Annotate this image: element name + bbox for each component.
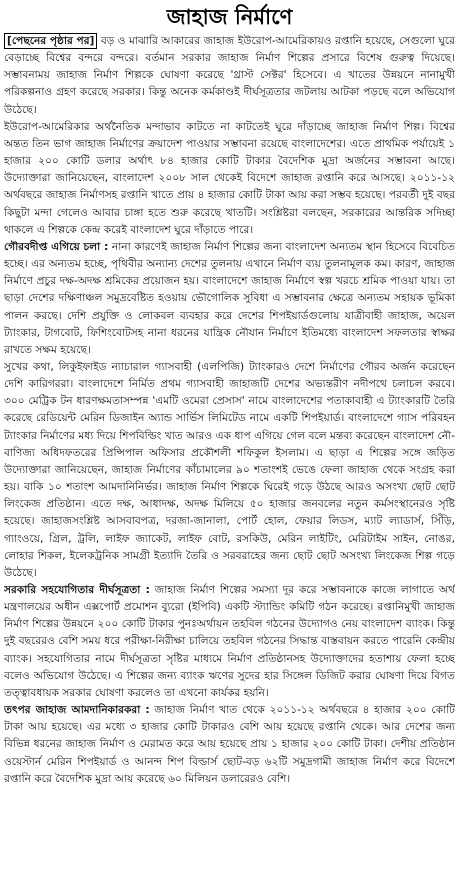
news-article bbox=[4, 3, 455, 879]
paragraph-5 bbox=[4, 582, 455, 702]
paragraph-1-text: বড় ও মাঝারি আকারের জাহাজ ইউরোপ-আমেরিকায়ও রপ্তানি হয়েছে, সেগুলো ঘুরে বেড়াচ্ছে বিশ্বের বন্দরে বন্দরে। বর্তমান সরকার জাহাজ নির্মাণ শিল্পের প্রসারে বিশেষ গুরুত্ব দিয়েছে। সম্ভাবনাময় জাহাজ নির্মাণ শিল্পকে ঘোষণা করেছে 'থ্রাস্ট সেক্টর' হিসেবে। এ খাতের উন্নয়নে নানামুখী পরিকল্পনাও গ্রহণ করেছে সরকার। কিন্তু অনেক কর্মকাণ্ডই দীর্ঘসূত্রতার জটলায় আটকা পড়ছে বলে অভিযোগ উঠেছে। bbox=[4, 35, 455, 116]
paragraph-6-text: জাহাজ নির্মাণ খাত থেকে ২০১১-১২ অর্থবছরে ৪ হাজার ২০০ কোটি টাকা আয় হয়েছে। এর মধ্যে ৩ হাজার কোটি টাকারও বেশি আয় হয়েছে রপ্তানি থেকে। আর দেশের জন্য বিভিন্ন ধরনের জাহাজ নির্মাণ ও মেরামত করে আয় হয়েছে প্রায় ১ হাজার ২০০ কোটি টাকা। দেশীয় প্রতিষ্ঠান ওয়েস্টার্ন মেরিন শিপইয়ার্ড ও আনন্দ শিপ বিল্ডার্স ছোট-বড় ৬২টি সমুদ্রগামী জাহাজ নির্মাণ করে বিদেশে রপ্তানি করে বৈদেশিক মুদ্রা আয় করেছে ৬০ মিলিয়ন ডলারেরও বেশি। bbox=[4, 704, 455, 785]
paragraph-5-text: জাহাজ নির্মাণ শিল্পের সমস্যা দূর করে সম্ভাবনাকে কাজে লাগাতে অর্থ মন্ত্রণালয়ের অধীন এক্সপোর্ট প্রমোশন ব্যুরো (ইপিবি) একটি স্ট্যান্ডিং কমিটি গঠন করেছে। রপ্তানিমুখী জাহাজ নির্মাণ শিল্পের উন্নয়নে ২০০ কোটি টাকার পুনঃঅর্থায়ন তহবিল গঠনের উদ্যোগও নেয় বাংলাদেশ ব্যাংক। কিন্তু দুই বছরেরও বেশি সময় ধরে পরীক্ষা-নিরীক্ষা চালিয়ে তহবিল গঠনের সিদ্ধান্ত বাস্তবায়ন করতে পারেনি কেন্দ্রীয় ব্যাংক। সহযোগিতার নামে দীর্ঘসূত্রতা সৃষ্টির মাধ্যমে নির্মাণ প্রতিষ্ঠানসহ উদ্যোক্তাদের হতাশায় ফেলা হচ্ছে বলেও অভিযোগ উঠেছে। এ শিল্পের জন্য ব্যাংক ঋণের সুদের হার সিঙ্গেল ডিজিট করার ঘোষণা দিয়ে বিগত তত্ত্বাবধায়ক সরকার ঘোষণা করলেও তা এখনো কার্যকর হয়নি। bbox=[4, 584, 455, 699]
paragraph-6 bbox=[4, 702, 455, 788]
paragraph-3-text: নানা কারণেই জাহাজ নির্মাণ শিল্পের জন্য বাংলাদেশ অন্যতম স্থান হিসেবে বিবেচিত হচ্ছে। এর অন্যতম হচ্ছে, পৃথিবীর অন্যান্য দেশের তুলনায় এখানে নির্মাণ ব্যয় তুলনামূলক কম। কারণ, জাহাজ নির্মাণে প্রচুর দক্ষ-অদক্ষ শ্রমিকের প্রয়োজন হয়। বাংলাদেশে জাহাজ নির্মাণে স্বল্প খরচে শ্রমিক পাওয়া যায়। তা ছাড়া দেশের দক্ষিণাঞ্চল সমুদ্রবেষ্টিত হওয়ায় ভৌগোলিক সুবিধা এ সম্ভাবনার ক্ষেত্রে অন্যতম সহায়ক ভূমিকা পালন করছে। দেশি প্রযুক্তি ও লোকবল ব্যবহার করে দেশের শিপইয়ার্ডগুলোয় যাত্রীবাহী জাহাজ, অয়েল ট্যাংকার, টাগবোট, ফিশিংবোটসহ নানা ধরনের যান্ত্রিক নৌযান নির্মাণে ইতিমধ্যে বাংলাদেশ সফলতার স্বাক্ষর রাখতে সক্ষম হয়েছে। bbox=[4, 240, 455, 356]
paragraph-2: ইউরোপ-আমেরিকার অর্থনৈতিক মন্দাভাব কাটতে না কাটতেই ঘুরে দাঁড়াচ্ছে জাহাজ নির্মাণ শিল্প। বিশ্বের অন্তত তিন ভাগ জাহাজ নির্মাণের ক্রয়াদেশ পাওয়ার সম্ভাবনা রয়েছে বাংলাদেশের। এতে প্রাথমিক পর্যায়েই ১ হাজার ২০০ কোটি ডলার অর্থাৎ ৮৪ হাজার কোটি টাকার বৈদেশিক মুদ্রা অর্জনের সম্ভাবনা আছে। উদ্যোক্তারা জানিয়েছেন, বাংলাদেশ ২০০৮ সাল থেকেই বিদেশে জাহাজ রপ্তানি করে আসছে। ২০১১-১২ অর্থবছরে জাহাজ নির্মাণসহ রপ্তানি খাতে প্রায় ৪ হাজার কোটি টাকা আয় করা সম্ভব হয়েছে। পরবর্তী দুই বছর কিছুটা মন্দা গেলেও আবার চাঙ্গা হতে শুরু করেছে খাতটি। সংশ্লিষ্টরা বলছেন, সরকারের আন্তরিক সদিচ্ছা থাকলে এ শিল্পকে কেন্দ্র করেই বাংলাদেশ ঘুরে দাঁড়াতে পারে। bbox=[4, 120, 455, 236]
subheading-glorious-progress: গৌরবদীপ্ত এগিয়ে চলা : bbox=[4, 240, 109, 253]
article-body bbox=[4, 33, 455, 788]
subheading-active-importers: তৎপর জাহাজ আমদানিকারকরা : bbox=[4, 704, 150, 717]
paragraph-4: সুখের কথা, লিকুইফাইড ন্যাচারাল গ্যাসবাহী (এলপিজি) ট্যাংকারও দেশে নির্মাণের গৌরব অর্জন করেছেন দেশি কারিগররা। বাংলাদেশে নির্মিত প্রথম গ্যাসবাহী জাহাজটি দেশের অভ্যন্তরীণ নদীপথে চলাচল করবে। ৩০০ মেট্রিক টন ধারণক্ষমতাসম্পন্ন 'এমটি ওমেরা প্রেসাস' নামে বাংলাদেশের পতাকাবাহী এ ট্যাংকারটি তৈরি করেছে রেডিয়েন্ট মেরিন ডিজাইন অ্যান্ড সার্ভিস লিমিটেড নামে একটি শিপইয়ার্ড। বাংলাদেশে গ্যাস পরিবহন ট্যাংকার নির্মাণের মধ্য দিয়ে শিপবিল্ডিং খাত আরও এক ধাপ এগিয়ে গেল বলে মন্তব্য করেছেন বাংলাদেশ নৌ-বাণিজ্য অধিদফতরের প্রিন্সিপাল অফিসার প্রকৌশলী শফিকুল ইসলাম। এ ছাড়া এ শিল্পের সঙ্গে জড়িত উদ্যোক্তারা জানিয়েছেন, জাহাজ নির্মাণের কাঁচামালের ৯০ শতাংশই ভেঙে ফেলা জাহাজ থেকে সংগ্রহ করা হয়। বাকি ১০ শতাংশ আমদানিনির্ভর। জাহাজ নির্মাণ শিল্পকে ঘিরেই গড়ে উঠছে আরও অসংখ্য ছোট ছোট লিংকেজ প্রতিষ্ঠান। এতে দক্ষ, আধাদক্ষ, অদক্ষ মিলিয়ে ৫০ হাজার জনবলের নতুন কর্মসংস্থানেরও সৃষ্টি হয়েছে। জাহাজসংশ্লিষ্ট আসবাবপত্র, দরজা-জানালা, পোর্ট হোল, ফেয়ার লিডস, ম্যাট ল্যাডার্স, সিঁড়ি, গ্যাংওয়ে, গ্রিল, ট্রলি, লাইফ জ্যাকেট, লাইফ বোট, রসকিউ, মেরিন লাইটিং, মেরিটাইম সাইন, নোঙর, লোহার শিকল, ইলেকট্রনিক সামগ্রী ইত্যাদি তৈরি ও সরবরাহের জন্য ছোট ছোট অসংখ্য লিংকেজ শিল্প গড়ে উঠেছে। bbox=[4, 360, 455, 579]
paragraph-intro bbox=[4, 33, 455, 119]
subheading-govt-delay: সরকারি সহযোগিতার দীর্ঘসূত্রতা : bbox=[4, 584, 150, 596]
paragraph-3 bbox=[4, 239, 455, 359]
article-title: জাহাজ নির্মাণে bbox=[166, 4, 293, 29]
continued-from-back-page-tag: [পেছনের পৃষ্ঠার পর] bbox=[4, 33, 97, 49]
